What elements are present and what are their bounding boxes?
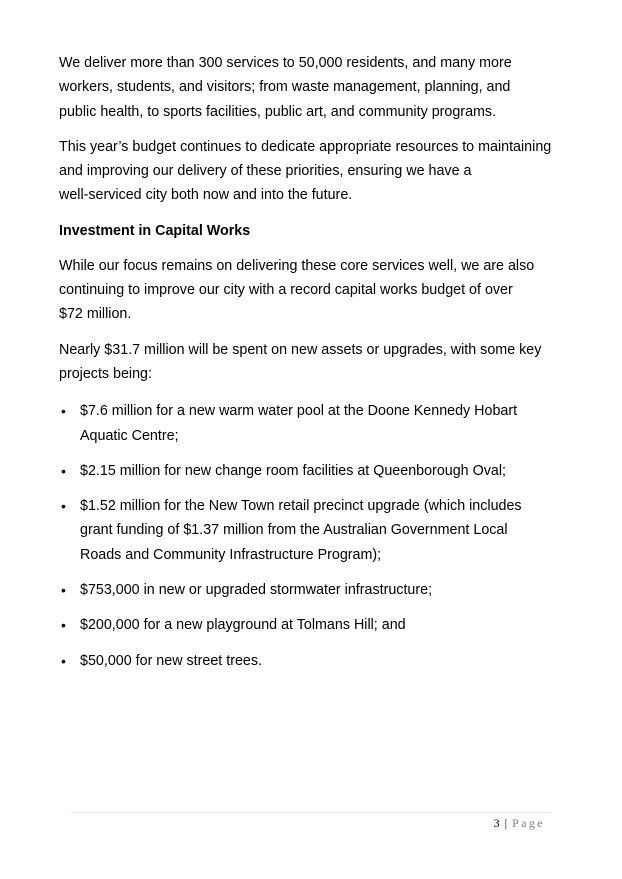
paragraph-capital-works: While our focus remains on delivering these core services well, we are also continuing to improve our city with a record capital works budget of over $72 million. (59, 257, 535, 323)
list-item-text: $1.52 million for the New Town retail precinct upgrade (which includes grant funding of $1.37 million from the Australian Government Local Roads and Community Infrastructure Program); (80, 498, 522, 563)
paragraph-services: We deliver more than 300 services to 50,000 residents, and many more workers, students, and visitors; from waste management, planning, and public health, to sports facilities, public art, and community programs. (59, 55, 512, 120)
footer-divider (71, 812, 551, 813)
paragraph-key-projects: Nearly $31.7 million will be spent on new assets or upgrades, with some key projects being: (59, 341, 542, 382)
bullet-icon: • (61, 403, 66, 420)
list-item (59, 399, 559, 448)
list-item (59, 459, 559, 483)
list-item (59, 649, 559, 673)
list-item-text: $2.15 million for new change room facilities at Queenborough Oval; (80, 462, 506, 479)
document-body (59, 51, 559, 684)
project-list (59, 399, 559, 673)
bullet-icon: • (61, 498, 66, 515)
page-footer (494, 815, 545, 831)
section-heading: Investment in Capital Works (59, 222, 251, 239)
bullet-icon: • (61, 462, 66, 479)
list-item (59, 578, 559, 602)
list-item-text: $200,000 for a new playground at Tolmans Hill; and (80, 617, 406, 634)
page-label: Page (512, 816, 545, 830)
list-item-text: $753,000 in new or upgraded stormwater infrastructure; (80, 582, 433, 599)
footer-separator: | (504, 816, 508, 830)
list-item-text: $7.6 million for a new warm water pool at the Doone Kennedy Hobart Aquatic Centre; (80, 403, 518, 444)
bullet-icon: • (61, 652, 66, 669)
list-item (59, 613, 559, 637)
bullet-icon: • (61, 582, 66, 599)
list-item-text: $50,000 for new street trees. (80, 652, 262, 669)
list-item (59, 494, 559, 567)
paragraph-budget: This year’s budget continues to dedicate appropriate resources to maintaining and improving our delivery of these priorities, ensuring we have a well-serviced city both now and into the future. (59, 138, 552, 204)
page-number: 3 (493, 816, 500, 830)
bullet-icon: • (61, 617, 66, 634)
